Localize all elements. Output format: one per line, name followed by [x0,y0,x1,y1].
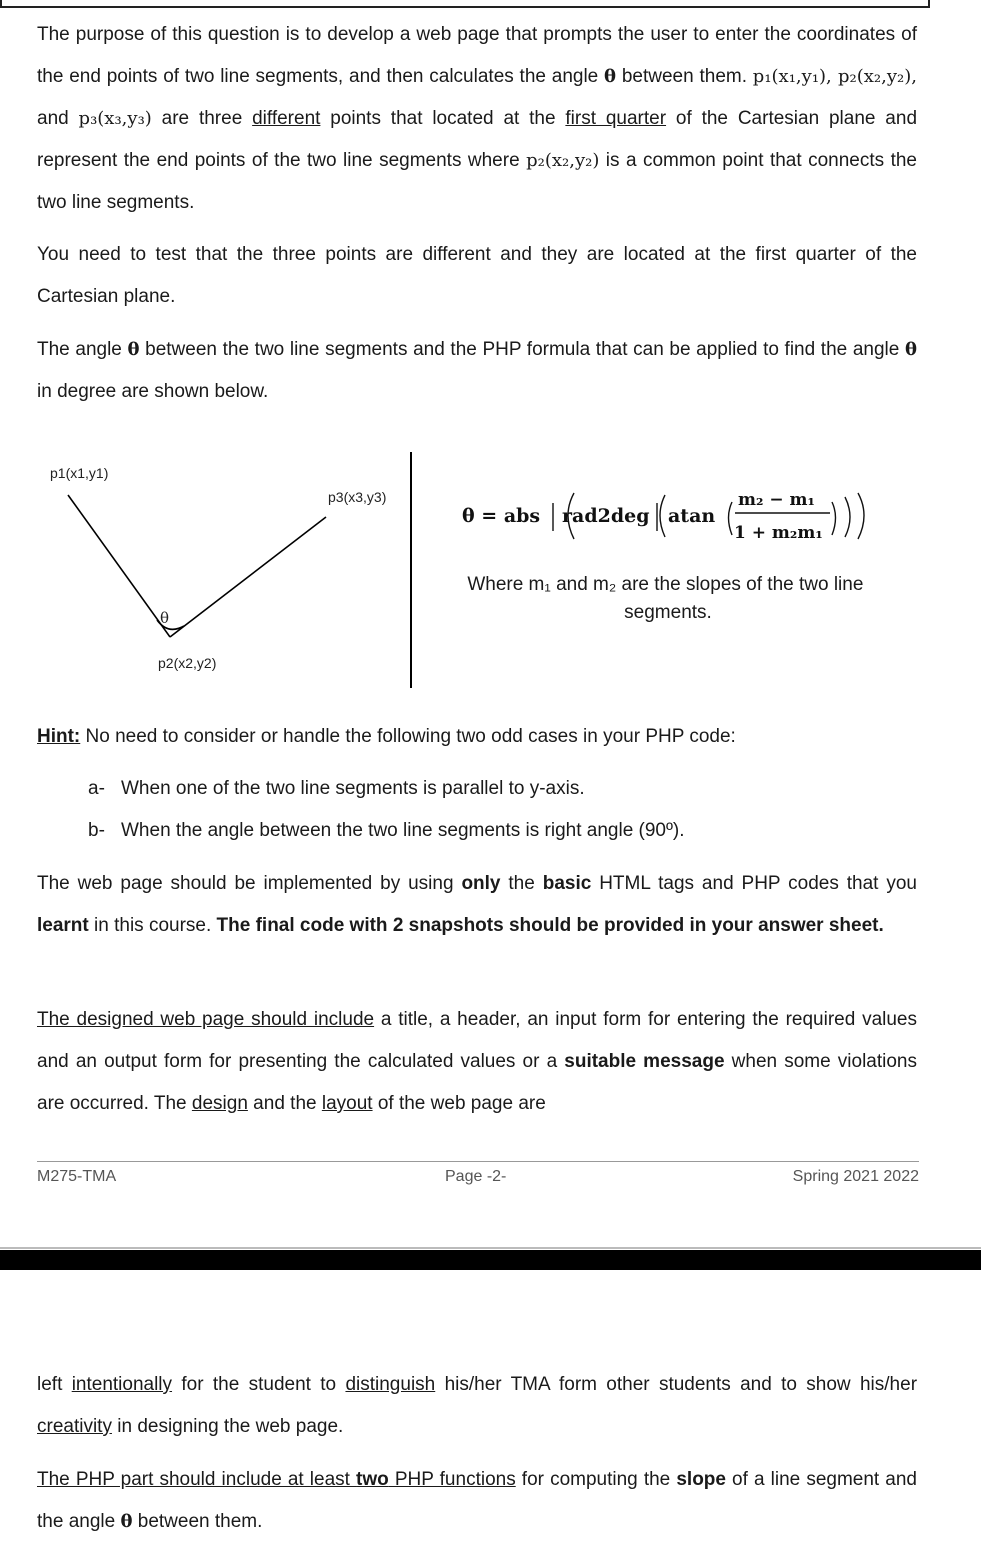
p2-label: p2(x2,y2) [158,655,217,671]
page-break-shadow [0,1247,981,1249]
implementation-paragraph: The web page should be implemented by using only the basic HTML tags and PHP codes that you learnt in this course. The final code with 2 snapshots should be provided in your answer sheet. [37,873,917,936]
page-footer [37,1161,919,1196]
footer-course: M275-TMA [37,1168,117,1185]
slopes-note: Where m₁ and m₂ are the slopes of the two line segments. [467,574,864,623]
fraction-numerator: m₂ − m₁ [738,490,815,510]
php-functions-paragraph: The PHP part should include at least two PHP functions for computing the slope of a line segment and the angle θ between them. [37,1469,917,1532]
theta-label: θ [160,609,170,627]
p3-label: p3(x3,y3) [328,489,387,505]
test-points-paragraph: You need to test that the three points are different and they are located at the first quarter of the Cartesian plane. [37,244,917,307]
segment-p1-p2 [68,495,170,637]
formula-atan: atan [668,505,716,527]
p1-label: p1(x1,y1) [50,465,109,481]
hint-paragraph: Hint: No need to consider or handle the following two odd cases in your PHP code: [37,726,736,747]
creativity-paragraph: left intentionally for the student to distinguish his/her TMA form other students and to show his/her creativity in designing the web page. [37,1374,918,1437]
formula-lhs: θ = abs [462,505,541,527]
footer-page-number: Page -2- [445,1168,507,1185]
fraction-denominator: 1 + m₂m₁ [734,523,823,543]
hint-item-b: b- When the angle between the two line segments is right angle (90º). [88,820,685,841]
angle-diagram [0,445,981,695]
hint-list [88,768,685,852]
hint-item-a: a- When one of the two line segments is parallel to y-axis. [88,778,585,799]
intro-paragraph: The purpose of this question is to develop a web page that prompts the user to enter the coordinates of the end points of two line segments, and then calculates the angle θ between them. p₁(x₁,y₁), p₂(x₂,y₂), and p₃(x₃,y₃) are three different points that located at the first quarter of the Cartesian plane and represent the end points of the two line segments where p₂(x₂,y₂) is a common point that connects the two line segments. [37,24,918,213]
page-break-bar [0,1250,981,1270]
design-paragraph: The designed web page should include a title, a header, an input form for entering the required values and an output form for presenting the calculated values or a suitable message when some violations are occurred. The design and the layout of the web page are [37,1009,917,1114]
page-top-frame [0,0,930,8]
formula-rad2deg: rad2deg [562,505,650,527]
angle-formula-paragraph: The angle θ between the two line segments and the PHP formula that can be applied to find the angle θ in degree are shown below. [37,339,917,402]
footer-semester: Spring 2021 2022 [792,1168,919,1185]
segment-p2-p3 [170,517,326,637]
